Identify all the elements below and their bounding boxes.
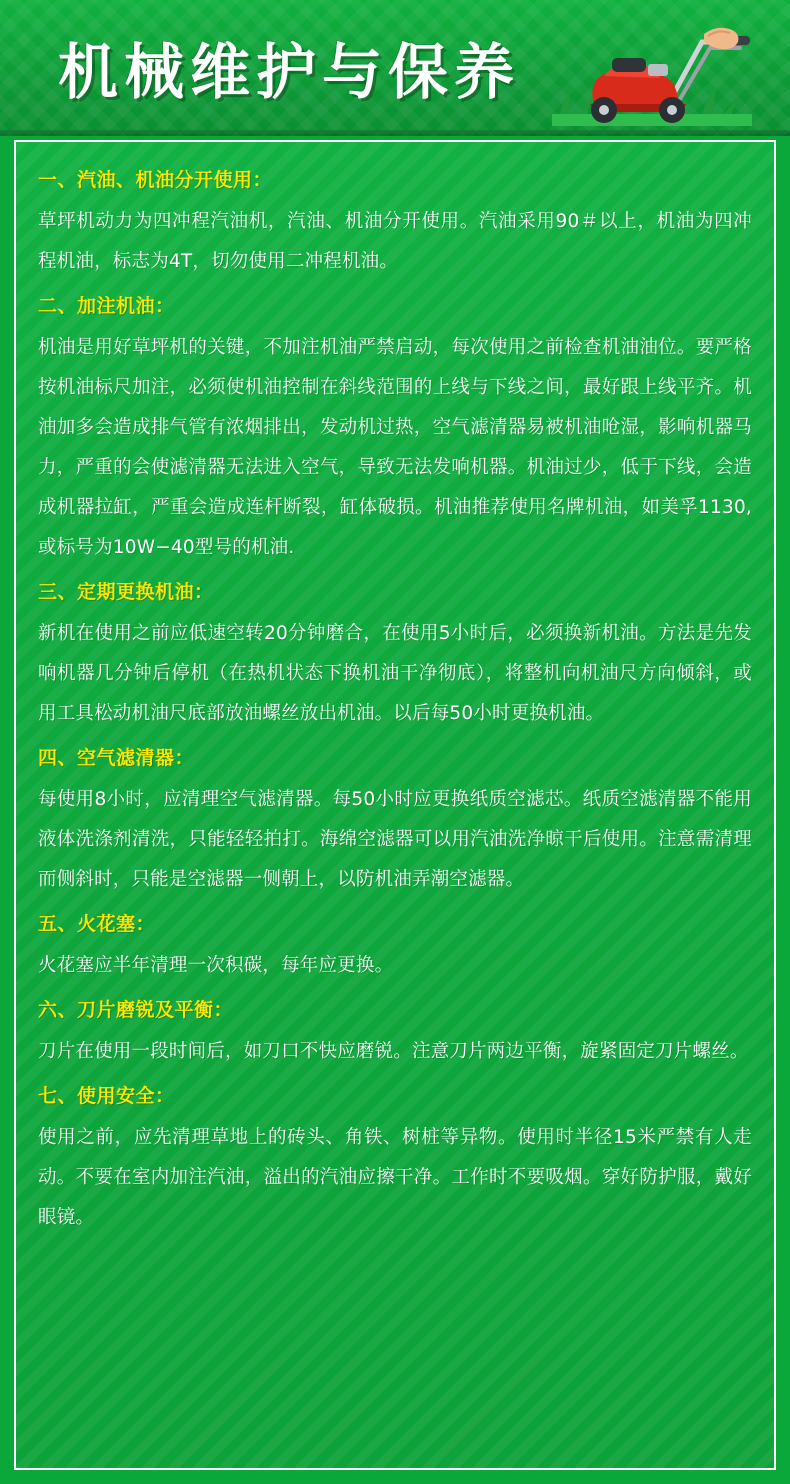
- section-title: 四、空气滤清器：: [38, 747, 195, 769]
- section-1: [38, 158, 752, 282]
- section-body: 草坪机动力为四冲程汽油机，汽油、机油分开使用。汽油采用90＃以上，机油为四冲程机油，标志为4T，切勿使用二冲程机油。: [38, 211, 752, 272]
- section-body: 刀片在使用一段时间后，如刀口不快应磨锐。注意刀片两边平衡，旋紧固定刀片螺丝。: [38, 1041, 749, 1062]
- lawn-mower-icon: [552, 18, 752, 126]
- section-title: 六、刀片磨锐及平衡：: [38, 999, 234, 1021]
- section-4: [38, 736, 752, 900]
- poster-header: [0, 0, 790, 136]
- section-7: [38, 1074, 752, 1238]
- content-panel: [14, 140, 776, 1470]
- section-body: 新机在使用之前应低速空转20分钟磨合，在使用5小时后，必须换新机油。方法是先发响机器几分钟后停机（在热机状态下换机油干净彻底），将整机向机油尺方向倾斜，或用工具松动机油尺底部放油螺丝放出机油。以后每50小时更换机油。: [38, 623, 752, 724]
- section-2: [38, 284, 752, 568]
- section-body: 机油是用好草坪机的关键，不加注机油严禁启动，每次使用之前检查机油油位。要严格按机油标尺加注，必须使机油控制在斜线范围的上线与下线之间，最好跟上线平齐。机油加多会造成排气管有浓烟排出，发动机过热，空气滤清器易被机油呛湿，影响机器马力，严重的会使滤清器无法进入空气，导致无法发响机器。机油过少，低于下线，会造成机器拉缸，严重会造成连杆断裂，缸体破损。机油推荐使用名牌机油，如美孚1130,或标号为10W−40型号的机油.: [38, 337, 752, 558]
- section-body: 每使用8小时，应清理空气滤清器。每50小时应更换纸质空滤芯。纸质空滤清器不能用液体洗涤剂清洗，只能轻轻拍打。海绵空滤器可以用汽油洗净晾干后使用。注意需清理而侧斜时，只能是空滤器一侧朝上，以防机油弄潮空滤器。: [38, 789, 752, 890]
- section-title: 二、加注机油：: [38, 295, 175, 317]
- section-title: 一、汽油、机油分开使用：: [38, 169, 273, 191]
- section-body: 火花塞应半年清理一次积碳，每年应更换。: [38, 955, 394, 976]
- section-body: 使用之前，应先清理草地上的砖头、角铁、树桩等异物。使用时半径15米严禁有人走动。不要在室内加注汽油，溢出的汽油应擦干净。工作时不要吸烟。穿好防护服，戴好眼镜。: [38, 1127, 752, 1228]
- section-3: [38, 570, 752, 734]
- section-6: [38, 988, 752, 1072]
- section-title: 七、使用安全：: [38, 1085, 175, 1107]
- page-title: 机械维护与保养: [58, 38, 520, 108]
- section-5: [38, 902, 752, 986]
- section-title: 五、火花塞：: [38, 913, 156, 935]
- section-title: 三、定期更换机油：: [38, 581, 214, 603]
